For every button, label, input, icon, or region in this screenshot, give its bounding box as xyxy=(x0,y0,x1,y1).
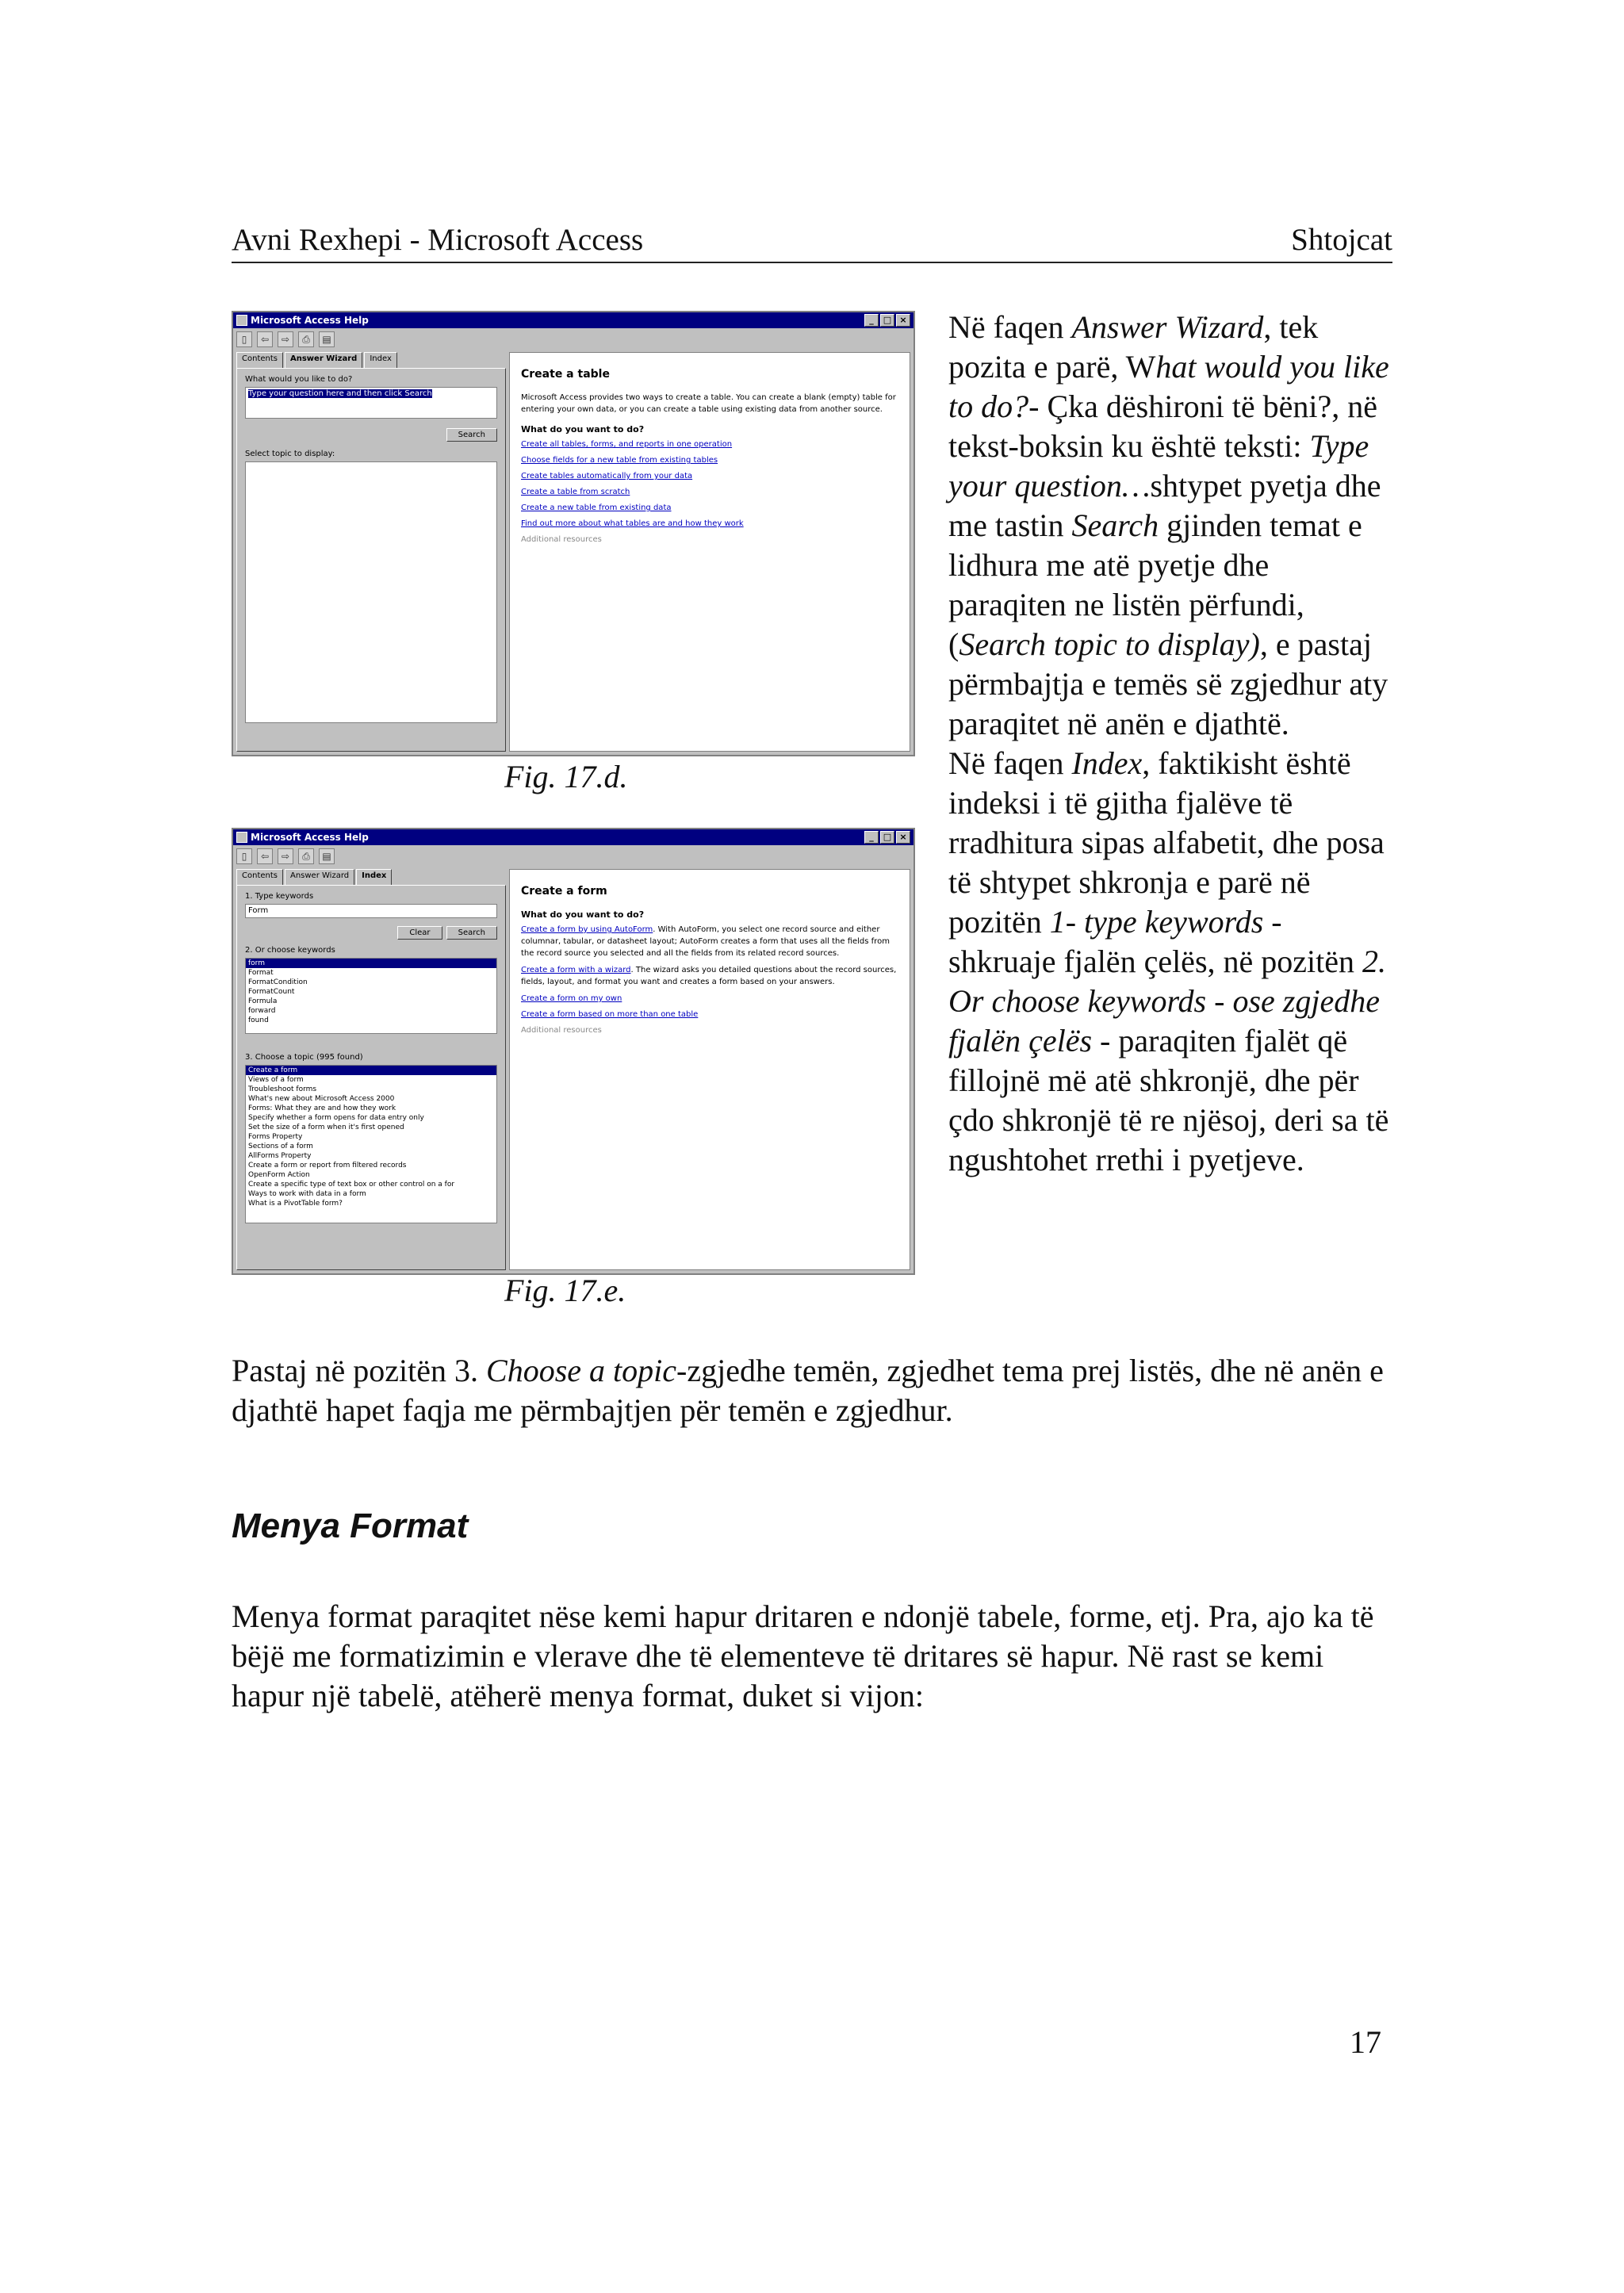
list-item[interactable]: Forms: What they are and how they work xyxy=(248,1104,396,1112)
topic-content-pane xyxy=(509,869,910,1270)
list-item[interactable]: Views of a form xyxy=(248,1076,304,1084)
header-chapter: Shtojcat xyxy=(1291,223,1392,257)
choose-topic-label: 3. Choose a topic (995 found) xyxy=(245,1053,363,1062)
list-item[interactable]: AllForms Property xyxy=(248,1152,312,1160)
figure-17e-screenshot xyxy=(232,828,915,1275)
close-icon[interactable]: × xyxy=(896,831,910,844)
tab-index[interactable]: Index xyxy=(356,869,392,885)
window-title: Microsoft Access Help xyxy=(251,832,369,843)
search-button[interactable]: Search xyxy=(446,926,497,940)
figure-17d-screenshot xyxy=(232,311,915,756)
list-item[interactable]: form xyxy=(246,959,496,968)
options-icon[interactable]: ▤ xyxy=(319,331,335,347)
page-number: 17 xyxy=(1350,2024,1381,2060)
pane-subtitle: What do you want to do? xyxy=(521,909,645,920)
list-item[interactable]: Formula xyxy=(248,997,278,1005)
help-link[interactable]: Choose fields for a new table from existing tables xyxy=(521,456,718,465)
print-icon[interactable]: ⎙ xyxy=(298,848,314,864)
topics-list[interactable] xyxy=(245,1065,497,1223)
help-link[interactable]: Find out more about what tables are and how they work xyxy=(521,519,744,528)
print-icon[interactable]: ⎙ xyxy=(298,331,314,347)
section-heading: Menya Format xyxy=(232,1506,469,1545)
tab-contents[interactable]: Contents xyxy=(236,869,283,885)
page-header xyxy=(232,222,1392,263)
help-link[interactable]: Create a form on my own xyxy=(521,994,622,1003)
right-column-text xyxy=(948,308,1392,1180)
help-link[interactable]: Create all tables, forms, and reports in one operation xyxy=(521,440,733,449)
help-toolbar xyxy=(236,331,335,349)
pane-title: Create a form xyxy=(521,885,607,898)
list-item[interactable]: FormatCount xyxy=(248,988,295,996)
list-item[interactable]: Create a specific type of text box or other control on a for xyxy=(248,1181,455,1189)
list-item[interactable]: Set the size of a form when it's first opened xyxy=(248,1124,404,1131)
choose-keywords-label: 2. Or choose keywords xyxy=(245,946,335,955)
pane-intro: Microsoft Access provides two ways to create a table. You can create a blank (empty) table for entering your own data, or you can create a table using existing data from another source. xyxy=(521,393,896,414)
help-link[interactable]: Create a new table from existing data xyxy=(521,503,672,512)
maximize-icon[interactable]: □ xyxy=(880,314,894,327)
help-link[interactable]: Create a form by using AutoForm xyxy=(521,925,653,934)
hide-pane-icon[interactable]: ▯ xyxy=(236,331,252,347)
help-link[interactable]: Create a form with a wizard xyxy=(521,966,631,974)
link-with-description: Create a form by using AutoForm. With AutoForm, you select one record source and either columnar, tabular, or datasheet layout; AutoForm creates a form that uses all the fields from the record source you selected and all the fields from its related record sources. xyxy=(521,925,890,958)
tab-answer-wizard[interactable]: Answer Wizard xyxy=(285,869,354,885)
list-item[interactable]: Create a form or report from filtered records xyxy=(248,1162,407,1169)
index-paragraph: Në faqen Index, faktikisht është indeksi i të gjitha fjalëve të rradhitura sipas alfabetit, dhe posa të shtypet shkronja e parë në pozitën 1- type keywords - shkruaje fjalën çelës, në pozitën 2. Or choose keywords - ose zgjedhe fjalën çelës - paraqiten fjalët që fillojnë më atë shkronjë, dhe për çdo shkronjë të re njësoj, deri sa të ngushtohet rrethi i pyetjeve. xyxy=(948,745,1389,1177)
figure-17d-caption: Fig. 17.d. xyxy=(504,759,628,794)
list-item[interactable]: FormatCondition xyxy=(248,978,308,986)
help-link[interactable]: Create tables automatically from your data xyxy=(521,472,693,480)
pane-title: Create a table xyxy=(521,368,610,381)
format-menu-paragraph: Menya format paraqitet nëse kemi hapur dritaren e ndonjë tabele, forme, etj. Pra, ajo ka të bëjë me formatizimin e vlerave dhe të elementeve të dritares së hapur. Në rast se kemi hapur një tabelë, atëherë menya format, duket si vijon: xyxy=(232,1598,1374,1713)
search-button[interactable]: Search xyxy=(446,428,497,442)
additional-resources[interactable]: Additional resources xyxy=(521,1026,602,1035)
help-app-icon xyxy=(236,832,247,843)
help-toolbar xyxy=(236,848,335,866)
close-icon[interactable]: × xyxy=(896,314,910,327)
figure-17e-caption: Fig. 17.e. xyxy=(504,1273,626,1308)
clear-button[interactable]: Clear xyxy=(397,926,442,940)
forward-arrow-icon[interactable]: ⇨ xyxy=(278,331,293,347)
list-item[interactable]: Specify whether a form opens for data entry only xyxy=(248,1114,424,1122)
list-item[interactable]: forward xyxy=(248,1007,276,1015)
list-item[interactable]: What's new about Microsoft Access 2000 xyxy=(248,1095,395,1103)
list-item[interactable]: Create a form xyxy=(246,1066,496,1075)
keywords-list[interactable] xyxy=(245,958,497,1034)
link-with-description: Create a form with a wizard. The wizard asks you detailed questions about the record sources, fields, layout, and format you want and creates a form based on your answers. xyxy=(521,966,897,986)
minimize-icon[interactable]: _ xyxy=(864,831,879,844)
question-input[interactable]: Type your question here and then click Search xyxy=(245,387,497,419)
choose-topic-paragraph: Pastaj në pozitën 3. Choose a topic-zgjedhe temën, zgjedhet tema prej listës, dhe në anën e djathtë hapet faqja me përmbajtjen për temën e zgjedhur. xyxy=(232,1353,1384,1428)
minimize-icon[interactable]: _ xyxy=(864,314,879,327)
list-item[interactable]: Ways to work with data in a form xyxy=(248,1190,366,1198)
question-label: What would you like to do? xyxy=(245,375,353,384)
navigation-pane xyxy=(236,869,506,1270)
keywords-input[interactable]: Form xyxy=(245,904,497,918)
help-window-titlebar xyxy=(233,829,914,845)
help-link[interactable]: Create a form based on more than one table xyxy=(521,1010,699,1019)
header-author-title: Avni Rexhepi - Microsoft Access xyxy=(232,223,644,257)
list-item[interactable]: Format xyxy=(248,969,274,977)
maximize-icon[interactable]: □ xyxy=(880,831,894,844)
keywords-label: 1. Type keywords xyxy=(245,892,314,901)
help-app-icon xyxy=(236,315,247,326)
forward-arrow-icon[interactable]: ⇨ xyxy=(278,848,293,864)
topic-content-pane xyxy=(509,352,910,752)
list-item[interactable]: What is a PivotTable form? xyxy=(248,1200,343,1208)
topic-list[interactable] xyxy=(245,461,497,723)
list-item[interactable]: Troubleshoot forms xyxy=(248,1085,317,1093)
help-link[interactable]: Create a table from scratch xyxy=(521,488,630,496)
tab-answer-wizard[interactable]: Answer Wizard xyxy=(285,352,362,368)
tab-index[interactable]: Index xyxy=(364,352,397,368)
list-item[interactable]: OpenForm Action xyxy=(248,1171,310,1179)
tab-contents[interactable]: Contents xyxy=(236,352,283,368)
list-item[interactable]: Sections of a form xyxy=(248,1143,313,1150)
answer-wizard-paragraph: Në faqen Answer Wizard, tek pozita e parë, What would you like to do?- Çka dëshironi të bëni?, në tekst-boksin ku është teksti: Type your question…shtypet pyetja dhe me tastin Search gjinden temat e lidhura me atë pyetje dhe paraqiten ne listën përfundi, (Search topic to display), e pastaj përmbajtja e temës së zgjedhur aty paraqitet në anën e djathtë. xyxy=(948,309,1389,741)
hide-pane-icon[interactable]: ▯ xyxy=(236,848,252,864)
additional-resources[interactable]: Additional resources xyxy=(521,535,602,544)
window-title: Microsoft Access Help xyxy=(251,315,369,326)
list-item[interactable]: found xyxy=(248,1016,269,1024)
list-item[interactable]: Forms Property xyxy=(248,1133,303,1141)
help-window-titlebar xyxy=(233,312,914,328)
back-arrow-icon[interactable]: ⇦ xyxy=(257,331,273,347)
pane-subtitle: What do you want to do? xyxy=(521,424,645,434)
options-icon[interactable]: ▤ xyxy=(319,848,335,864)
back-arrow-icon[interactable]: ⇦ xyxy=(257,848,273,864)
navigation-pane xyxy=(236,352,506,752)
topic-label: Select topic to display: xyxy=(245,450,335,458)
